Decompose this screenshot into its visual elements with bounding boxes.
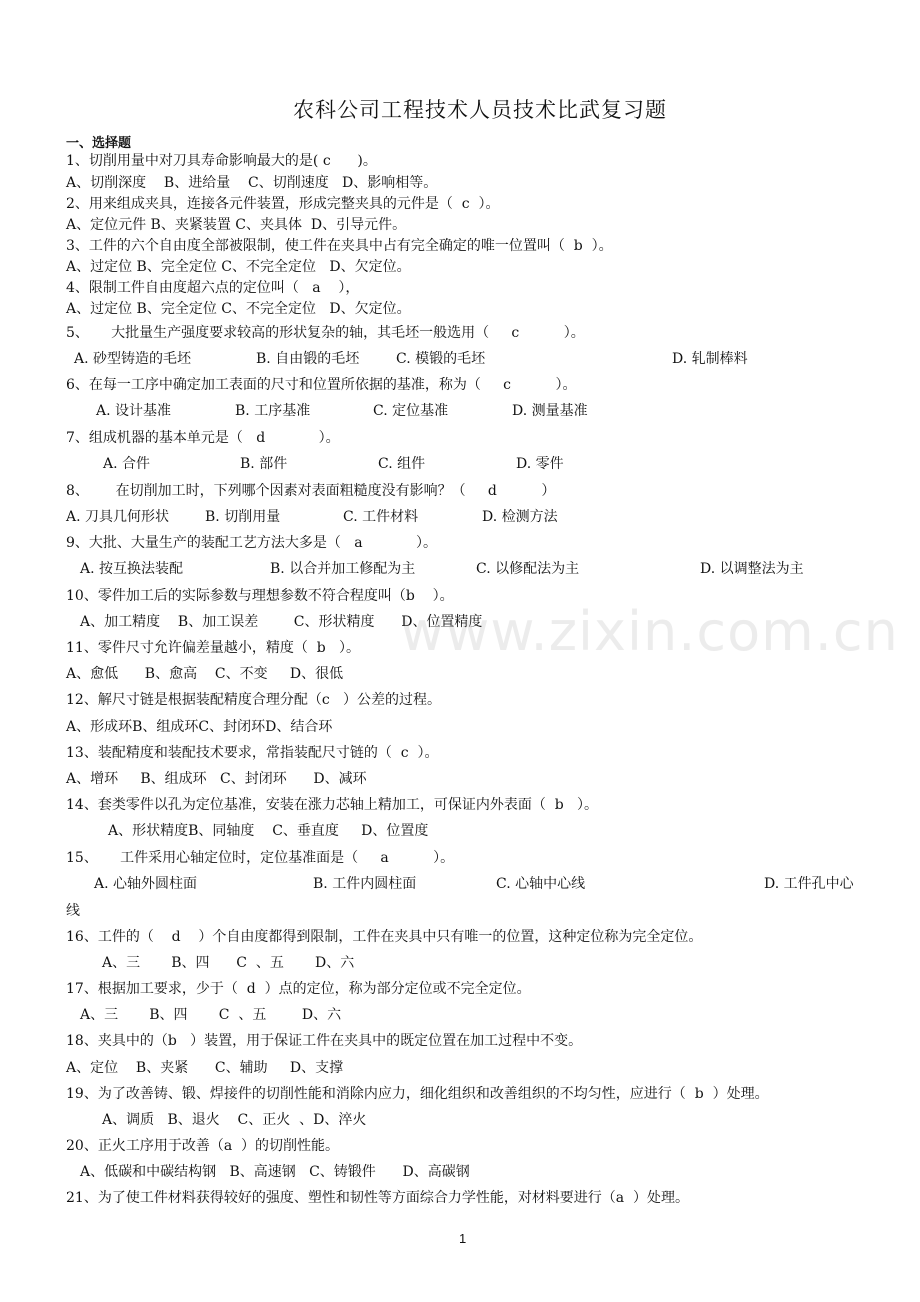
answer-option: C. 心轴中心线 [496,876,586,892]
text-line: 7、组成机器的基本单元是（ d ）。 [66,430,340,446]
answer-option: A. 刀具几何形状 [66,509,170,525]
answer-option: D. 轧制棒料 [672,351,748,367]
answer-option: D. 以调整法为主 [700,561,804,577]
answer-option: B. 工件内圆柱面 [313,876,417,892]
text-line: A、三 B、四 C 、五 D、六 [102,955,355,971]
text-line: A、定位元件 B、夹紧装置 C、夹具体 D、引导元件。 [66,217,407,233]
answer-option: D. 工件孔中心 [764,876,854,892]
answer-option: A. 合件 [103,456,151,472]
text-line: A、形成环B、组成环C、封闭环D、结合环 [66,719,333,735]
text-line: 20、正火工序用于改善（a ）的切削性能。 [66,1138,340,1154]
answer-option: C. 工件材料 [343,509,419,525]
text-line: A、形状精度B、同轴度 C、垂直度 D、位置度 [108,823,429,839]
text-line: 9、大批、大量生产的装配工艺方法大多是（ a ）。 [66,535,438,551]
page-number: 1 [459,1231,467,1246]
text-line: A、低碳和中碳结构钢 B、高速钢 C、铸锻件 D、高碳钢 [80,1164,470,1180]
text-line: 15、 工件采用心轴定位时，定位基准面是（ a ）。 [66,850,455,866]
text-line: A、过定位 B、完全定位 C、不完全定位 D、欠定位。 [66,301,411,317]
answer-option: C. 定位基准 [373,403,449,419]
answer-option: B. 自由锻的毛坯 [256,351,360,367]
section-heading: 一、选择题 [66,136,132,151]
text-line: 4、限制工件自由度超六点的定位叫（ a ）， [66,280,360,296]
text-line: 11、零件尺寸允许偏差量越小，精度（ b ）。 [66,640,361,656]
text-line: A、增环 B、组成环 C、封闭环 D、减环 [66,771,367,787]
text-line: A、愈低 B、愈高 C、不变 D、很低 [66,666,344,682]
text-line: 18、夹具中的（b ）装置，用于保证工件在夹具中的既定位置在加工过程中不变。 [66,1033,583,1049]
answer-option: A. 按互换法装配 [80,561,184,577]
answer-option: A. 砂型铸造的毛坯 [74,351,192,367]
answer-option: C. 组件 [378,456,426,472]
text-line: 17、根据加工要求，少于（ d ）点的定位，称为部分定位或不完全定位。 [66,981,531,997]
text-line: 6、在每一工序中确定加工表面的尺寸和位置所依据的基准，称为（ c ）。 [66,377,577,393]
text-line: 12、解尺寸链是根据装配精度合理分配（c ）公差的过程。 [66,692,442,708]
document-title: 农科公司工程技术人员技术比武复习题 [293,98,667,122]
answer-option: C. 以修配法为主 [476,561,580,577]
answer-option: B. 以合并加工修配为主 [270,561,416,577]
text-line: 16、工件的（ d ）个自由度都得到限制，工件在夹具中只有唯一的位置，这种定位称为完全定位。 [66,929,703,945]
answer-option: B. 部件 [240,456,288,472]
text-line: A、加工精度 B、加工误差 C、形状精度 D、位置精度 [80,614,483,630]
watermark: www.zixin.com.cn [400,600,899,663]
text-line: A、切削深度 B、进给量 C、切削速度 D、影响相等。 [66,175,438,191]
text-line: 10、零件加工后的实际参数与理想参数不符合程度叫（b ）。 [66,588,454,604]
answer-option: D. 检测方法 [482,509,558,525]
text-line: A、过定位 B、完全定位 C、不完全定位 D、欠定位。 [66,259,411,275]
text-line: 3、工件的六个自由度全部被限制，使工件在夹具中占有完全确定的唯一位置叫（ b ）。 [66,238,613,254]
text-line: 5、 大批量生产强度要求较高的形状复杂的轴，其毛坯一般选用（ c ）。 [66,325,585,341]
answer-option: B. 切削用量 [205,509,281,525]
answer-option: D. 零件 [516,456,564,472]
text-line: 14、套类零件以孔为定位基准，安装在涨力芯轴上精加工，可保证内外表面（ b ）。 [66,797,599,813]
answer-option: A. 心轴外圆柱面 [94,876,198,892]
text-line: 13、装配精度和装配技术要求，常指装配尺寸链的（ c ）。 [66,745,439,761]
answer-option: A. 设计基准 [96,403,172,419]
answer-option: C. 模锻的毛坯 [396,351,486,367]
text-line: 21、为了使工件材料获得较好的强度、塑性和韧性等方面综合力学性能，对材料要进行（a ）处理。 [66,1190,690,1206]
text-line: 8、 在切削加工时，下列哪个因素对表面粗糙度没有影响？（ d ） [66,483,556,499]
text-line: A、调质 B、退火 C、正火 、D、淬火 [102,1112,367,1128]
answer-option: B. 工序基准 [235,403,311,419]
text-line: 19、为了改善铸、锻、焊接件的切削性能和消除内应力，细化组织和改善组织的不均匀性，应进行（ b ）处理。 [66,1086,769,1102]
text-line: A、三 B、四 C 、五 D、六 [80,1007,342,1023]
answer-option: D. 测量基准 [512,403,588,419]
text-line: 线 [66,903,80,919]
text-line: 1、切削用量中对刀具寿命影响最大的是( c )。 [66,153,377,169]
text-line: 2、用来组成夹具，连接各元件装置，形成完整夹具的元件是（ c ）。 [66,196,500,212]
text-line: A、定位 B、夹紧 C、辅助 D、支撑 [66,1060,344,1076]
